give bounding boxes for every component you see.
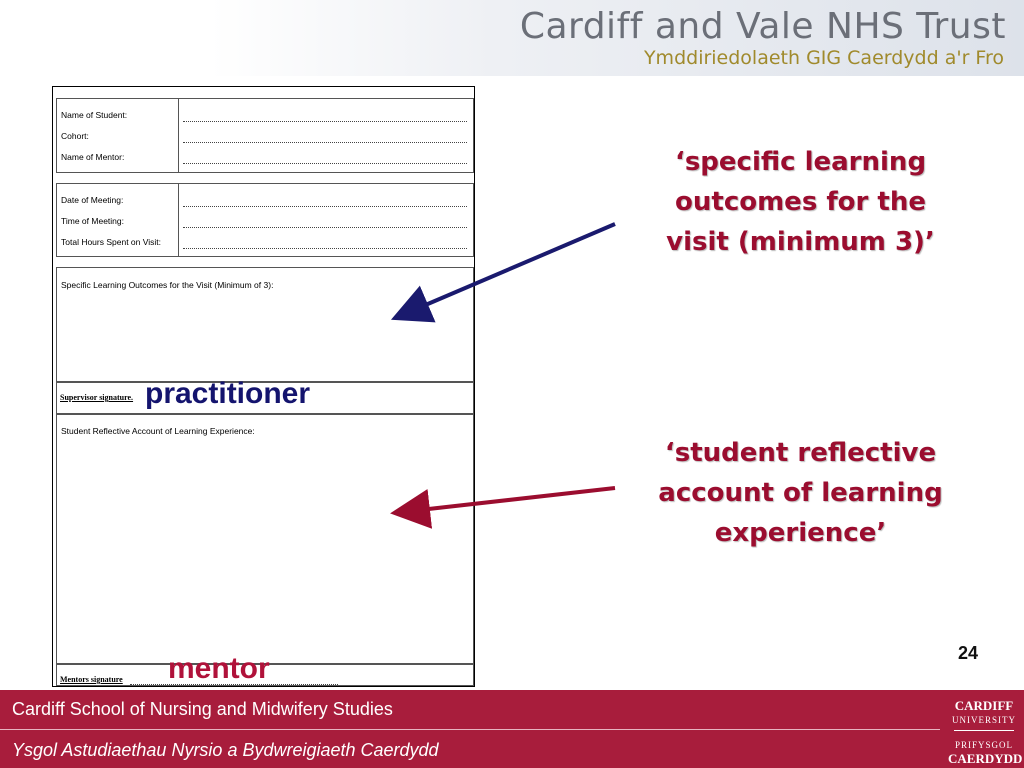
- logo-line-prifysgol: PRIFYSGOL: [954, 740, 1013, 750]
- name-of-student-label: Name of Student:: [61, 110, 128, 120]
- reflective-callout-line-2: account of learning: [658, 478, 943, 508]
- outcomes-arrow-icon: [402, 224, 615, 315]
- name-of-mentor-label: Name of Mentor:: [61, 152, 125, 162]
- outcomes-callout-line-1: ‘specific learning: [674, 147, 927, 177]
- trust-name-welsh: Ymddiriedolaeth GIG Caerdydd a'r Fro: [643, 47, 1004, 69]
- trust-name: Cardiff and Vale NHS Trust: [519, 6, 1006, 47]
- footer-bar: [0, 690, 1024, 768]
- page-number: 24: [958, 643, 979, 663]
- school-name-welsh: Ysgol Astudiaethau Nyrsio a Bydwreigiaeth Caerdydd: [12, 740, 439, 760]
- logo-rule: [954, 730, 1014, 731]
- reflective-callout-line-1: ‘student reflective: [664, 438, 937, 468]
- reflective-callout-line-3: experience’: [714, 518, 887, 548]
- time-of-meeting-label: Time of Meeting:: [61, 216, 124, 226]
- date-of-meeting-label: Date of Meeting:: [61, 195, 124, 205]
- learning-outcomes-label: Specific Learning Outcomes for the Visit (Minimum of 3):: [61, 280, 274, 290]
- footer-divider: [0, 729, 940, 730]
- mentor-signature-label: Mentors signature: [60, 675, 123, 684]
- practitioner-annotation: practitioner: [145, 377, 311, 410]
- mentor-annotation: mentor: [168, 652, 270, 685]
- reflective-arrow-icon: [402, 488, 615, 512]
- logo-line-cardiff: CARDIFF: [954, 698, 1014, 713]
- logo-line-caerdydd: CAERDYDD: [948, 751, 1023, 766]
- cohort-label: Cohort:: [61, 131, 89, 141]
- outcomes-callout-line-2: outcomes for the: [675, 187, 926, 217]
- reflective-account-label: Student Reflective Account of Learning Experience:: [61, 426, 255, 436]
- cardiff-university-logo: [948, 694, 1023, 766]
- outcomes-callout: [628, 142, 973, 262]
- total-hours-label: Total Hours Spent on Visit:: [61, 237, 162, 247]
- school-name-english: Cardiff School of Nursing and Midwifery Studies: [12, 699, 393, 719]
- supervisor-signature-label: Supervisor signature.: [60, 393, 134, 402]
- reflective-callout: [628, 433, 973, 553]
- logo-line-university: UNIVERSITY: [952, 715, 1016, 725]
- outcomes-callout-line-3: visit (minimum 3)’: [666, 227, 935, 257]
